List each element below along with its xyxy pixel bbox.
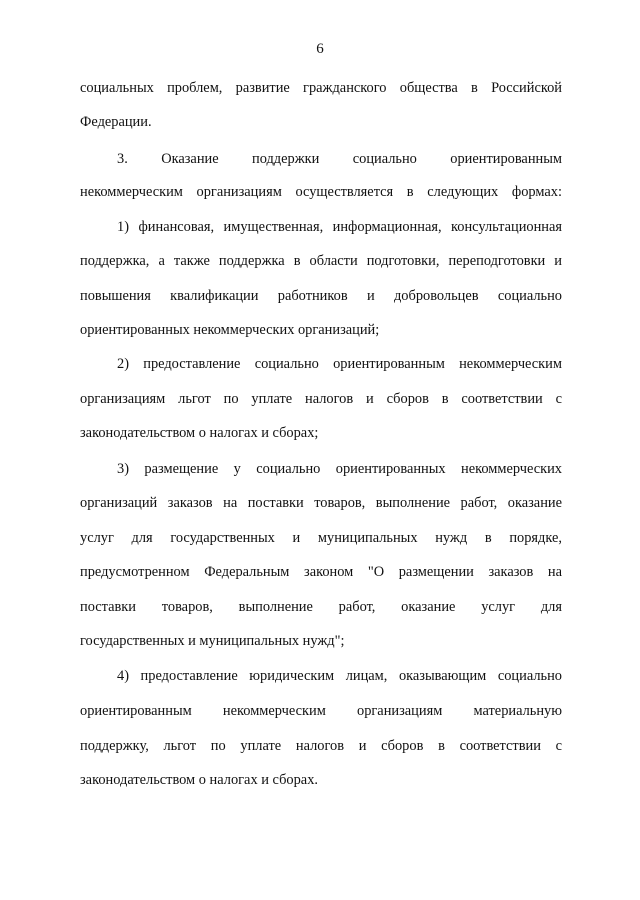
text-line: услуг для государственных и муниципальных нужд в порядке,: [80, 530, 562, 546]
text-line: поставки товаров, выполнение работ, оказание услуг для: [80, 599, 562, 615]
text-line: социальных проблем, развитие гражданского общества в Российской: [80, 80, 562, 96]
text-line: 4) предоставление юридическим лицам, оказывающим социально: [117, 668, 562, 684]
text-line: законодательством о налогах и сборах;: [80, 425, 319, 441]
text-line: государственных и муниципальных нужд";: [80, 633, 345, 649]
page-number: 6: [316, 41, 324, 57]
text-line: поддержка, а также поддержка в области подготовки, переподготовки и: [80, 253, 562, 269]
text-line: организаций заказов на поставки товаров, выполнение работ, оказание: [80, 495, 562, 511]
text-line: организациям льгот по уплате налогов и сборов в соответствии с: [80, 391, 562, 407]
text-line: законодательством о налогах и сборах.: [80, 772, 318, 788]
text-line: поддержку, льгот по уплате налогов и сборов в соответствии с: [80, 738, 562, 754]
text-line: 3) размещение у социально ориентированных некоммерческих: [117, 461, 562, 477]
text-line: повышения квалификации работников и добровольцев социально: [80, 288, 562, 304]
text-line: Федерации.: [80, 114, 152, 130]
text-line: 2) предоставление социально ориентированным некоммерческим: [117, 356, 562, 372]
text-line: ориентированных некоммерческих организаций;: [80, 322, 380, 338]
text-line: ориентированным некоммерческим организациям материальную: [80, 703, 562, 719]
text-line: предусмотренном Федеральным законом "О размещении заказов на: [80, 564, 562, 580]
text-line: некоммерческим организациям осуществляется в следующих формах:: [80, 184, 562, 200]
text-line: 3. Оказание поддержки социально ориентированным: [117, 151, 562, 167]
text-line: 1) финансовая, имущественная, информационная, консультационная: [117, 219, 562, 235]
